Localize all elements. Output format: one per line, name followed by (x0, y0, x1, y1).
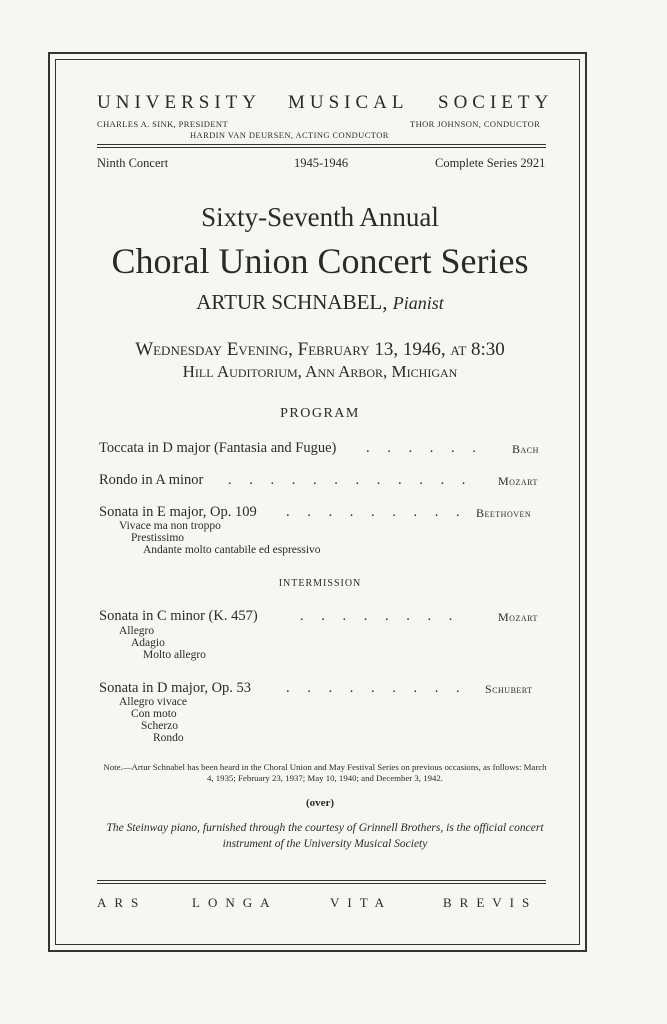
conductor-line: THOR JOHNSON, CONDUCTOR (410, 119, 541, 129)
event-venue: Hill Auditorium, Ann Arbor, Michigan (182, 362, 458, 381)
motto-word-3: VITA (330, 895, 393, 910)
footer-rule-2 (97, 883, 546, 884)
leader-dots: . . . . . . (366, 440, 483, 456)
inner-border (55, 59, 580, 945)
history-note: Note.—Artur Schnabel has been heard in the Choral Union and May Festival Series on previous occasions, as follows: March 4, 1935; February 23, 1937; May 10, 1940; and December 3, 1942. (103, 762, 547, 783)
movement: Adagio (131, 637, 165, 649)
movement: Vivace ma non troppo (119, 520, 221, 532)
movement: Allegro (119, 625, 155, 637)
motto-word-2: LONGA (192, 895, 278, 910)
artist-name: ARTUR SCHNABEL, (196, 290, 388, 314)
title-line-2: Choral Union Concert Series (111, 241, 529, 281)
piece-composer: Beethoven (476, 506, 532, 520)
concert-number: Ninth Concert (97, 156, 169, 170)
movement: Rondo (153, 732, 184, 744)
movement: Prestissimo (131, 532, 185, 544)
piece-composer: Mozart (498, 474, 538, 488)
society-word-1: UNIVERSITY (97, 92, 261, 113)
movement: Scherzo (141, 720, 179, 732)
movement: Allegro vivace (119, 696, 188, 708)
leader-dots: . . . . . . . . . (286, 680, 467, 696)
movement: Molto allegro (143, 649, 206, 661)
acting-conductor-line: HARDIN VAN DEURSEN, ACTING CONDUCTOR (190, 130, 389, 140)
society-word-3: SOCIETY (438, 92, 554, 113)
piece-composer: Mozart (498, 610, 538, 624)
leader-dots: . . . . . . . . . (286, 504, 467, 520)
leader-dots: . . . . . . . . . . . . (228, 472, 473, 488)
season: 1945-1946 (294, 156, 349, 170)
header-rule-1 (97, 144, 546, 145)
program-heading: PROGRAM (280, 406, 360, 421)
motto-word-4: BREVIS (443, 895, 538, 910)
president-line: CHARLES A. SINK, PRESIDENT (97, 119, 229, 129)
footer-rule-1 (97, 880, 546, 881)
artist-line (0, 290, 640, 315)
piece-title: Toccata in D major (Fantasia and Fugue) (99, 440, 337, 456)
piece-title: Rondo in A minor (99, 472, 204, 488)
intermission: INTERMISSION (278, 578, 362, 589)
series-number: Complete Series 2921 (435, 156, 546, 170)
society-word-2: MUSICAL (288, 92, 409, 113)
piece-composer: Bach (512, 442, 539, 456)
piece-title: Sonata in C minor (K. 457) (99, 608, 258, 624)
artist-role: Pianist (392, 293, 444, 313)
movement: Andante molto cantabile ed espressivo (143, 544, 321, 556)
movement: Con moto (131, 708, 177, 720)
motto-word-1: ARS (97, 895, 147, 910)
piece-composer: Schubert (485, 682, 533, 696)
piece-title: Sonata in D major, Op. 53 (99, 680, 252, 696)
event-date: Wednesday Evening, February 13, 1946, at 8:30 (135, 339, 505, 360)
leader-dots: . . . . . . . . (300, 608, 460, 624)
header-rule-2 (97, 147, 546, 148)
over-marker: (over) (305, 797, 335, 809)
piece-title: Sonata in E major, Op. 109 (99, 504, 257, 520)
title-line-1: Sixty-Seventh Annual (201, 202, 439, 232)
steinway-note: The Steinway piano, furnished through the courtesy of Grinnell Brothers, is the official concert instrument of the University Musical Society (106, 822, 544, 850)
